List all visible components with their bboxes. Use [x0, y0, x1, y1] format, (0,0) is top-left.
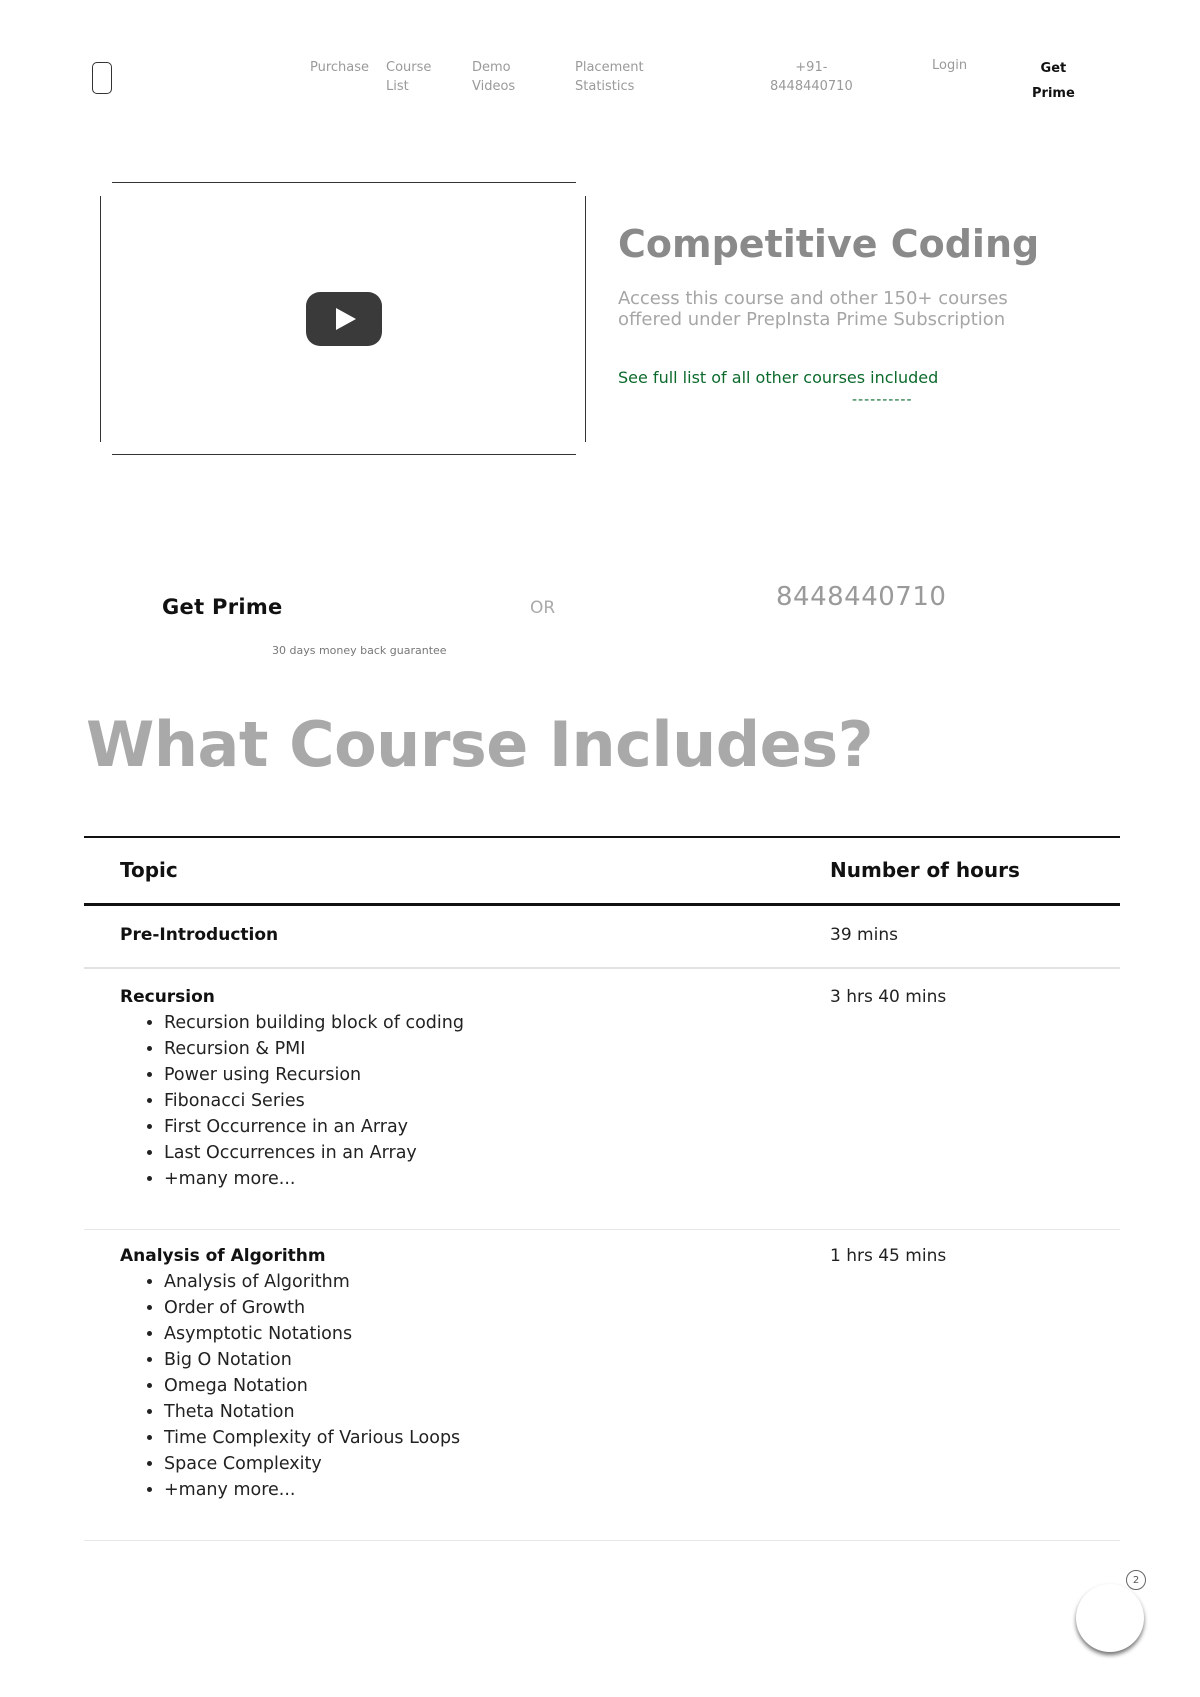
nav-placement-statistics-label-line1: Placement: [575, 60, 644, 75]
topic-hours: 3 hrs 40 mins: [830, 987, 947, 1007]
nav-phone-prefix: +91-: [795, 60, 828, 75]
table-header-border: [84, 903, 1120, 906]
video-frame-top: [112, 182, 576, 183]
play-icon[interactable]: [306, 292, 382, 346]
topic-title: Pre-Introduction: [120, 925, 279, 945]
row-divider: [84, 967, 1120, 969]
video-frame-left: [100, 196, 101, 442]
nav-course-list-label-line2: List: [386, 79, 409, 94]
nav-login-label: Login: [932, 58, 968, 73]
topic-subitems: [120, 1010, 464, 1192]
list-item: • Order of Growth: [164, 1295, 460, 1321]
course-subtitle: Access this course and other 150+ courses offered under PrepInsta Prime Subscription: [618, 288, 1008, 330]
nav-demo-videos[interactable]: [472, 58, 515, 96]
nav-get-prime-button[interactable]: [1032, 56, 1075, 106]
table-header-topic: Topic: [120, 858, 178, 882]
video-frame-bottom: [112, 454, 576, 455]
topic-hours: 1 hrs 45 mins: [830, 1246, 947, 1266]
list-item: • Time Complexity of Various Loops: [164, 1425, 460, 1451]
list-item: • Asymptotic Notations: [164, 1321, 460, 1347]
nav-get-prime-label-line2: Prime: [1032, 86, 1075, 101]
table-top-border: [84, 836, 1120, 838]
full-course-list-link[interactable]: See full list of all other courses included: [618, 368, 939, 387]
get-prime-button[interactable]: Get Prime: [162, 595, 283, 619]
notification-badge: 2: [1126, 1570, 1146, 1590]
list-item: • +many more...: [164, 1166, 464, 1192]
nav-placement-statistics[interactable]: [575, 58, 644, 96]
nav-course-list[interactable]: [386, 58, 431, 96]
money-back-guarantee: 30 days money back guarantee: [272, 644, 447, 657]
video-frame-right: [585, 196, 586, 442]
nav-login[interactable]: [932, 56, 967, 75]
nav-get-prime-label-line1: Get: [1040, 61, 1067, 76]
nav-purchase[interactable]: [310, 58, 369, 77]
row-divider: [84, 1540, 1120, 1541]
list-item: • Fibonacci Series: [164, 1088, 464, 1114]
section-title: What Course Includes?: [86, 708, 874, 781]
course-title: Competitive Coding: [618, 222, 1040, 266]
or-separator: OR: [530, 598, 556, 618]
list-item: • Theta Notation: [164, 1399, 460, 1425]
chat-button[interactable]: [1076, 1584, 1144, 1652]
list-item: • Analysis of Algorithm: [164, 1269, 460, 1295]
list-item: • Recursion & PMI: [164, 1036, 464, 1062]
link-underline: ----------: [852, 392, 913, 408]
nav-course-list-label-line1: Course: [386, 60, 432, 75]
row-divider: [84, 1229, 1120, 1230]
nav-demo-videos-label-line2: Videos: [472, 79, 516, 94]
nav-purchase-label: Purchase: [310, 60, 370, 75]
nav-phone[interactable]: [770, 58, 853, 96]
list-item: • Last Occurrences in an Array: [164, 1140, 464, 1166]
list-item: • Recursion building block of coding: [164, 1010, 464, 1036]
phone-number-link[interactable]: 8448440710: [776, 582, 947, 612]
list-item: • First Occurrence in an Array: [164, 1114, 464, 1140]
list-item: • +many more...: [164, 1477, 460, 1503]
table-header-hours: Number of hours: [830, 858, 1020, 882]
topic-title: Analysis of Algorithm: [120, 1246, 326, 1266]
list-item: • Power using Recursion: [164, 1062, 464, 1088]
list-item: • Omega Notation: [164, 1373, 460, 1399]
topic-subitems: [120, 1269, 460, 1503]
nav-demo-videos-label-line1: Demo: [472, 60, 511, 75]
list-item: • Big O Notation: [164, 1347, 460, 1373]
list-item: • Space Complexity: [164, 1451, 460, 1477]
topic-title: Recursion: [120, 987, 215, 1007]
logo-icon[interactable]: [92, 62, 112, 94]
topic-hours: 39 mins: [830, 925, 898, 945]
nav-phone-number: 8448440710: [770, 79, 853, 94]
nav-placement-statistics-label-line2: Statistics: [575, 79, 635, 94]
